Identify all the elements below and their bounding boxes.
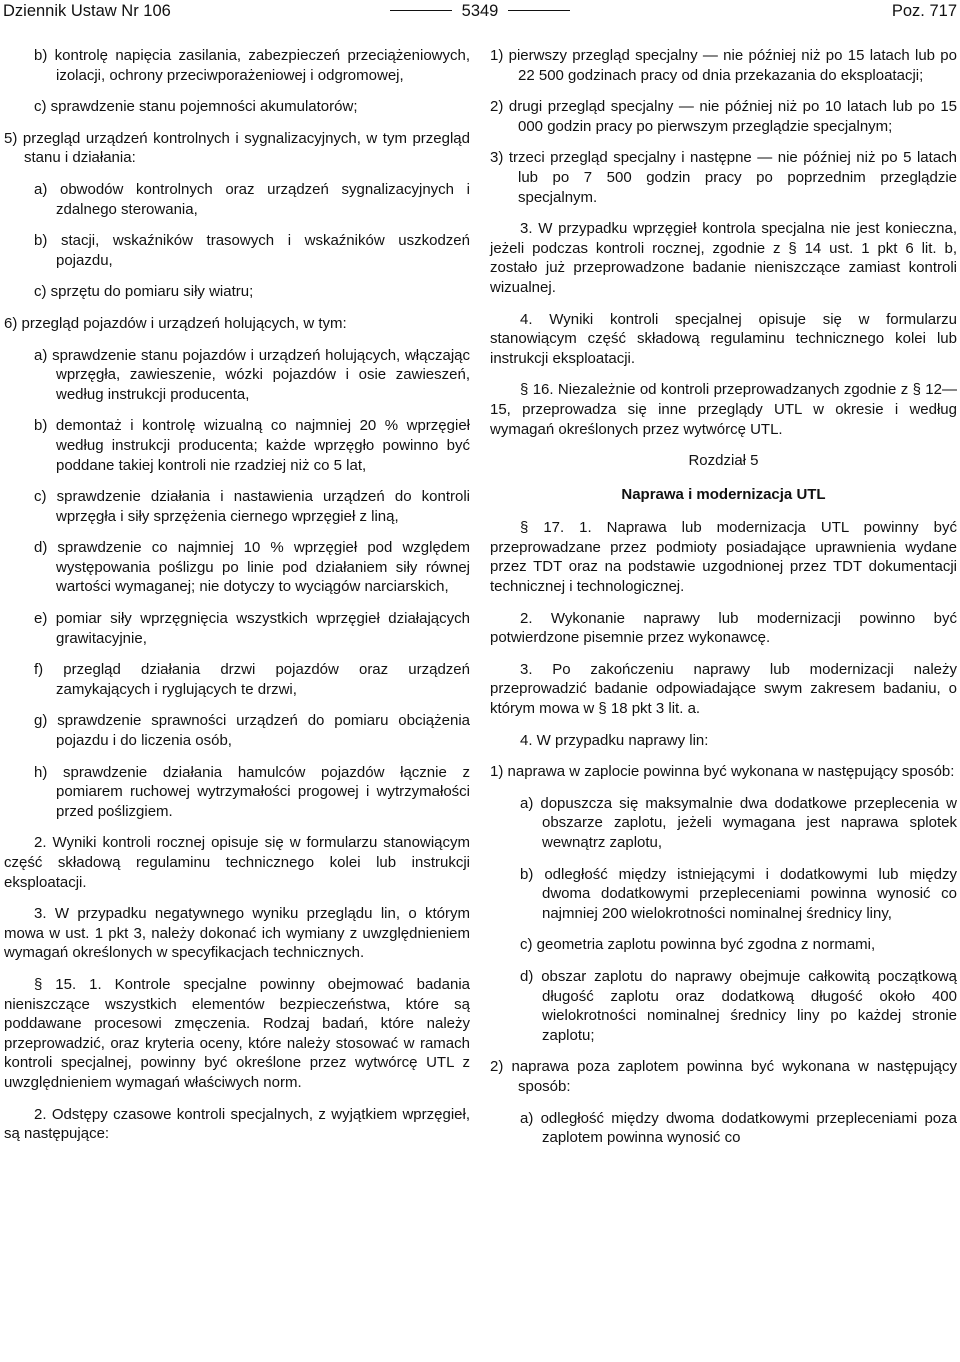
paragraph: g) sprawdzenie sprawności urządzeń do pomiaru obciążenia pojazdu i do liczenia osób,	[34, 712, 470, 750]
paragraph: a) sprawdzenie stanu pojazdów i urządzeń holujących, włączając wprzęgła, zawieszenie, wózki pojazdów i osie zawieszeń, według instrukcji producenta,	[34, 346, 470, 403]
paragraph: § 16. Niezależnie od kontroli przeprowadzanych zgodnie z § 12—15, przeprowadza się inne przeglądy UTL w okresie i według wymagań określonych przez wytwórcę UTL.	[490, 381, 957, 438]
chapter-title: Naprawa i modernizacja UTL	[621, 485, 826, 503]
paragraph: d) sprawdzenie co najmniej 10 % wprzęgieł pod względem występowania poślizgu po linie pod działaniem siły równej wartości wymaganej; nie dotyczy to wyciągów narciarskich,	[34, 539, 470, 596]
paragraph: 2) drugi przegląd specjalny — nie później niż po 10 latach lub po 15 000 godzin pracy po pierwszym przeglądzie specjalnym;	[490, 98, 957, 135]
paragraph: 6) przegląd pojazdów i urządzeń holujących, w tym:	[4, 314, 347, 332]
page-number: 5349	[461, 2, 499, 20]
paragraph: d) obszar zaplotu do naprawy obejmuje całkowitą początkową długość zaplotu oraz dodatkową długość około 400 wielokrotności nominalnej średnicy liny po każdej stronie zaplotu;	[520, 967, 957, 1044]
page-number-wrap	[0, 0, 960, 22]
paragraph: b) kontrolę napięcia zasilania, zabezpieczeń przeciążeniowych, izolacji, ochrony przeciwporażeniowej i odgromowej,	[34, 47, 470, 84]
paragraph: a) odległość między dwoma dodatkowymi przepleceniami poza zaplotem powinna wynosić co	[520, 1109, 957, 1147]
paragraph: 2. Odstępy czasowe kontroli specjalnych, z wyjątkiem wprzęgieł, są następujące:	[4, 1105, 470, 1143]
paragraph: 2) naprawa poza zaplotem powinna być wykonana w następujący sposób:	[490, 1058, 957, 1095]
paragraph: b) odległość między istniejącymi i dodatkowymi lub między dwoma dodatkowymi przepleceniami powinna wynosić co najmniej 200 wielokrotności nominalnej średnicy liny,	[520, 865, 957, 922]
paragraph: b) demontaż i kontrolę wizualną co najmniej 20 % wprzęgieł według instrukcji producenta; każde wprzęgło powinno być poddane takiej kontroli nie rzadziej niż co 5 lat,	[34, 417, 470, 474]
paragraph: 2. Wykonanie naprawy lub modernizacji powinno być potwierdzone pisemnie przez wykonawcę.	[490, 609, 957, 647]
paragraph: a) obwodów kontrolnych oraz urządzeń sygnalizacyjnych i zdalnego sterowania,	[34, 180, 470, 218]
paragraph: § 15. 1. Kontrole specjalne powinny obejmować badania nieniszczące wszystkich elementów bezpieczeństwa, które są poddawane procesowi zmęczenia. Rodzaj badań, które należy przeprowadzić, oraz kryteria oceny, które należy stosować w ramach kontroli specjalnej, powinny być określone przez wytwórcę UTL z uwzględnieniem wymagań właściwych norm.	[4, 975, 470, 1091]
paragraph: e) pomiar siły wprzęgnięcia wszystkich wprzęgieł działających grawitacyjnie,	[34, 610, 470, 647]
dash-right	[508, 10, 570, 11]
paragraph: § 17. 1. Naprawa lub modernizacja UTL powinny być przeprowadzane przez podmioty posiadające uprawnienia wydane przez TDT oraz na podstawie uzgodnionej przez TDT dokumentacji technicznej i technologicznej.	[490, 519, 957, 596]
left-column	[4, 46, 470, 1156]
chapter-number: Rozdział 5	[688, 452, 759, 470]
page-header	[0, 0, 960, 28]
paragraph: 1) pierwszy przegląd specjalny — nie później niż po 15 latach lub po 22 500 godzinach pracy od dnia przekazania do eksploatacji;	[490, 47, 957, 84]
dash-left	[390, 10, 452, 11]
paragraph: 3. Po zakończeniu naprawy lub modernizacji należy przeprowadzić badanie odpowiadające swym zakresem badaniu, o którym mowa w § 18 pkt 3 lit. a.	[490, 660, 957, 718]
paragraph: 2. Wyniki kontroli rocznej opisuje się w formularzu stanowiącym część składową regulaminu technicznego kolei lub instrukcji eksploatacji.	[4, 834, 470, 891]
paragraph: c) sprawdzenie działania i nastawienia urządzeń do kontroli wprzęgła i siły sprzężenia ciernego wprzęgieł z liną,	[34, 488, 470, 525]
paragraph: 3. W przypadku negatywnego wyniku przeglądu lin, o którym mowa w ust. 1 pkt 3, należy dokonać ich wymiany z uwzględnieniem wymagań określonych w specyfikacjach technicznych.	[4, 905, 470, 962]
paragraph: a) dopuszcza się maksymalnie dwa dodatkowe przeplecenia w obszarze zaplotu, jeżeli wymagana jest naprawa splotek wewnątrz zaplotu,	[520, 794, 957, 851]
paragraph: 5) przegląd urządzeń kontrolnych i sygnalizacyjnych, w tym przegląd stanu i działania:	[4, 129, 470, 167]
paragraph: f) przegląd działania drzwi pojazdów oraz urządzeń zamykających i ryglujących te drzwi,	[34, 661, 470, 698]
paragraph: b) stacji, wskaźników trasowych i wskaźników uszkodzeń pojazdu,	[34, 232, 470, 269]
paragraph: 4. Wyniki kontroli specjalnej opisuje się w formularzu stanowiącym część składową regulaminu technicznego kolei lub instrukcji eksploatacji.	[490, 310, 957, 367]
paragraph: h) sprawdzenie działania hamulców pojazdów łącznie z pomiarem ruchowej wytrzymałości progowej i wytrzymałości przed poślizgiem.	[34, 763, 470, 820]
paragraph: 1) naprawa w zaplocie powinna być wykonana w następujący sposób:	[490, 763, 955, 781]
paragraph: c) sprzętu do pomiaru siły wiatru;	[34, 283, 254, 301]
position-number: Poz. 717	[891, 2, 957, 20]
paragraph: 3. W przypadku wprzęgieł kontrola specjalna nie jest konieczna, jeżeli podczas kontroli rocznej, zgodnie z § 14 ust. 1 pkt 6 lit. b, zostało już przeprowadzone badanie nieniszczące zamiast kontroli wizualnej.	[490, 220, 957, 296]
paragraph: 4. W przypadku naprawy lin:	[520, 731, 709, 749]
paragraph: c) geometria zaplotu powinna być zgodna z normami,	[520, 936, 876, 954]
journal-title: Dziennik Ustaw Nr 106	[3, 2, 171, 20]
paragraph: 3) trzeci przegląd specjalny i następne — nie później niż po 5 latach lub po 7 500 godzin pracy po poprzednim przeglądzie specjalnym.	[490, 149, 957, 206]
paragraph: c) sprawdzenie stanu pojemności akumulatorów;	[34, 98, 358, 116]
right-column	[490, 46, 957, 1160]
